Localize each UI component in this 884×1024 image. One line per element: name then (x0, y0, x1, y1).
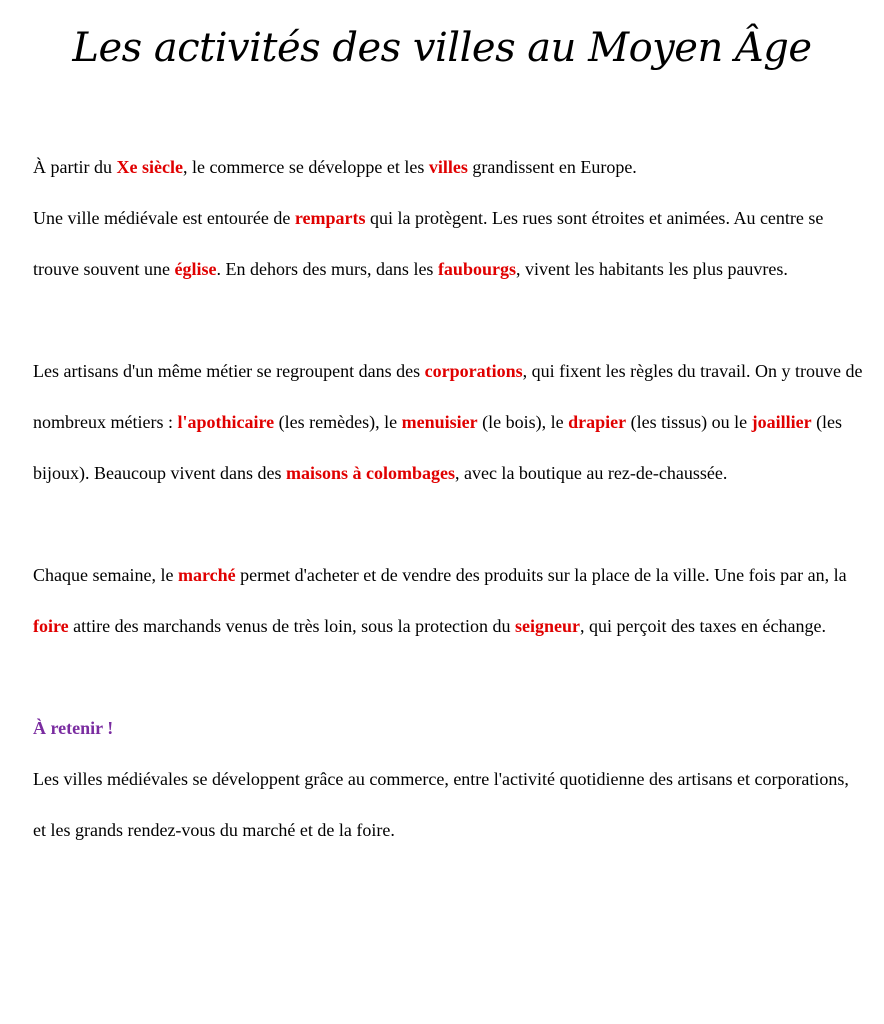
document-body (33, 142, 863, 856)
text-run: Chaque semaine, le (33, 565, 178, 585)
paragraph-intro (33, 142, 863, 295)
keyword-drapier: drapier (568, 412, 627, 432)
summary-text: Les villes médiévales se développent grâce au commerce, entre l'activité quotidienne des artisans et corporations, et les grands rendez-vous du marché et de la foire. (33, 769, 849, 840)
keyword-eglise: église (174, 259, 217, 279)
summary-heading: À retenir ! (33, 718, 114, 738)
summary-section (33, 703, 863, 856)
text-run: , le commerce se développe et les (182, 157, 429, 177)
keyword-apothicaire: l'apothicaire (177, 412, 275, 432)
text-run: Une ville médiévale est entourée de (33, 208, 295, 228)
text-run: grandissent en Europe. (467, 157, 637, 177)
keyword-menuisier: menuisier (401, 412, 478, 432)
keyword-remparts: remparts (294, 208, 366, 228)
text-run: , avec la boutique au rez-de-chaussée. (454, 463, 728, 483)
paragraph-artisans (33, 346, 863, 499)
text-run: , qui fixent les règles du travail. On y trouve de nombreux métiers : (33, 361, 863, 432)
text-run: (les remèdes), le (274, 412, 402, 432)
keyword-villes: villes (428, 157, 468, 177)
text-run: , qui perçoit des taxes en échange. (580, 616, 826, 636)
text-run: , vivent les habitants les plus pauvres. (515, 259, 788, 279)
text-run: permet d'acheter et de vendre des produits sur la place de la ville. Une fois par an, la (235, 565, 847, 585)
keyword-joaillier: joaillier (751, 412, 812, 432)
keyword-corporations: corporations (424, 361, 523, 381)
text-run: attire des marchands venus de très loin, sous la protection du (68, 616, 516, 636)
keyword-faubourgs: faubourgs (437, 259, 516, 279)
keyword-marche: marché (177, 565, 236, 585)
paragraph-gap (33, 652, 863, 703)
keyword-maisons-a-colombages: maisons à colombages (285, 463, 455, 483)
keyword-seigneur: seigneur (515, 616, 581, 636)
text-run: . En dehors des murs, dans les (216, 259, 438, 279)
text-run: À partir du (33, 157, 117, 177)
paragraph-gap (33, 499, 863, 550)
text-run: (les tissus) ou le (626, 412, 752, 432)
text-run: Les artisans d'un même métier se regroupent dans des (33, 361, 425, 381)
keyword-xe-siecle: Xe siècle (116, 157, 183, 177)
keyword-foire: foire (33, 616, 69, 636)
paragraph-marche (33, 550, 863, 652)
text-run: (les bijoux). Beaucoup vivent dans des (33, 412, 843, 483)
text-run: (le bois), le (477, 412, 569, 432)
paragraph-gap (33, 295, 863, 346)
page-title: Les activités des villes au Moyen Âge (72, 25, 812, 71)
text-run: qui la protègent. Les rues sont étroites et animées. Au centre se trouve souvent une (33, 208, 824, 279)
